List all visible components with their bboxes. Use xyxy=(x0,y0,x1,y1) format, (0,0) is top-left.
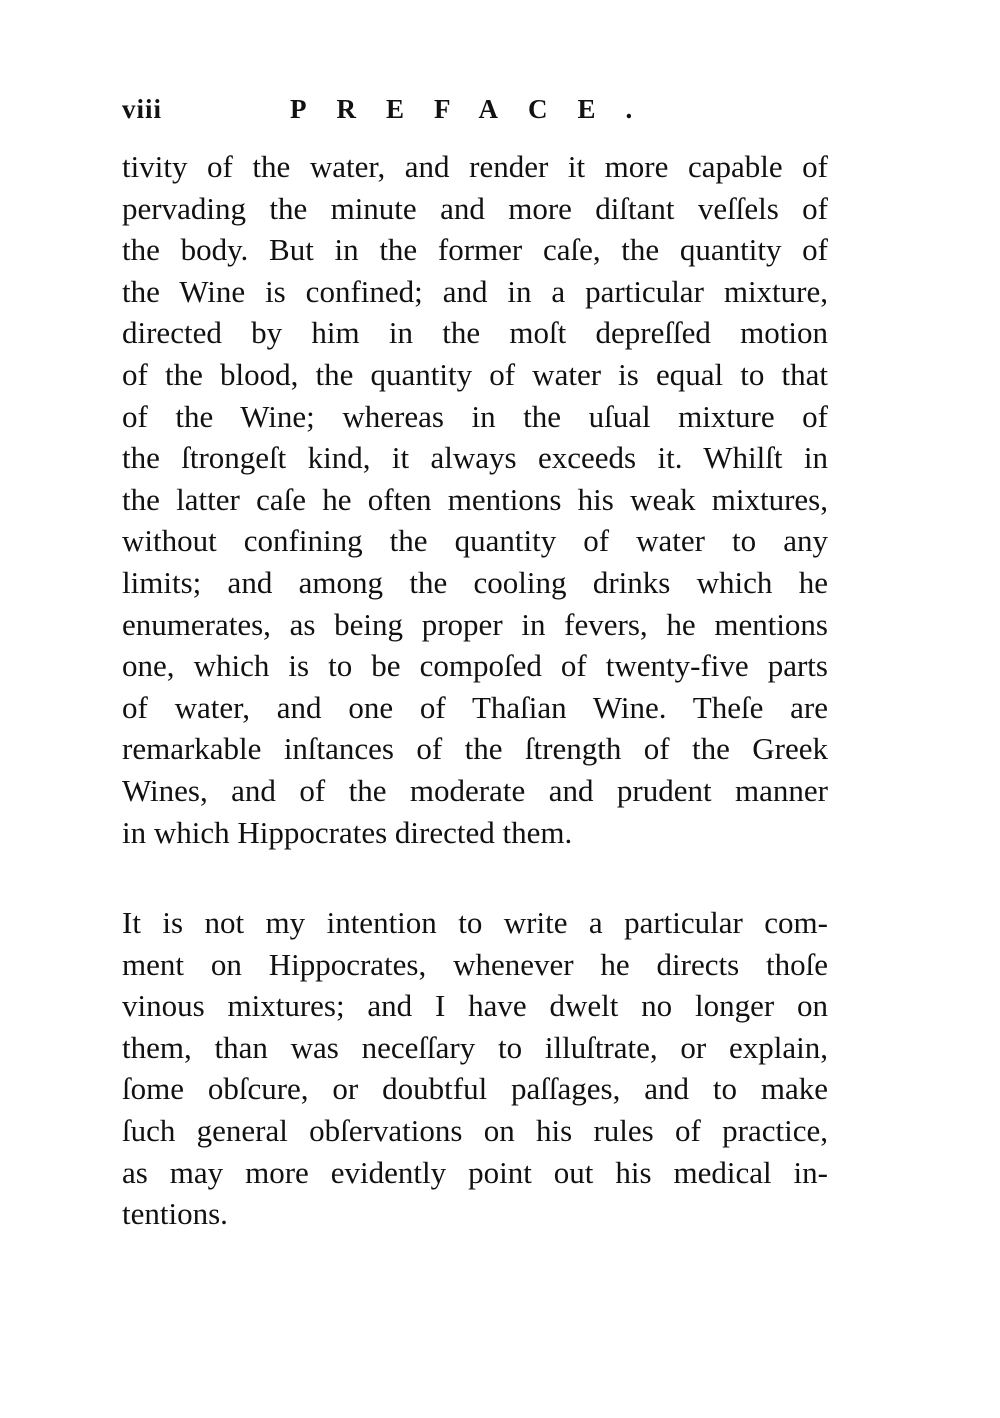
text-line: directed by him in the moſt depreſſed motion xyxy=(122,315,828,351)
text-line: one, which is to be compoſed of twenty-five parts xyxy=(122,648,828,684)
running-head xyxy=(122,94,762,134)
text-line: ſuch general obſervations on his rules of practice, xyxy=(122,1112,828,1148)
text-line: remarkable inſtances of the ſtrength of the Greek xyxy=(122,731,828,767)
text-line: tentions. xyxy=(122,1196,228,1232)
text-line: of the blood, the quantity of water is equal to that xyxy=(122,356,828,392)
text-line: tivity of the water, and render it more capable of xyxy=(122,149,828,184)
text-line: enumerates, as being proper in fevers, he mentions xyxy=(122,606,828,642)
running-head-title: PREFACE. xyxy=(290,94,663,124)
text-line: It is not my intention to write a particular com- xyxy=(122,905,828,940)
page-number: viii xyxy=(122,94,163,124)
text-line: the latter caſe he often mentions his weak mixtures, xyxy=(122,481,828,517)
text-line: as may more evidently point out his medical in- xyxy=(122,1154,828,1190)
text-line: without confining the quantity of water to any xyxy=(122,523,828,559)
text-line: in which Hippocrates directed them. xyxy=(122,814,573,850)
text-line: the ſtrongeſt kind, it always exceeds it. Whilſt in xyxy=(122,440,828,476)
text-line: pervading the minute and more diſtant veſſels of xyxy=(122,190,828,226)
text-line: of water, and one of Thaſian Wine. Theſe are xyxy=(122,689,828,725)
text-line: of the Wine; whereas in the uſual mixture of xyxy=(122,398,828,434)
text-line: the Wine is confined; and in a particular mixture, xyxy=(122,273,828,309)
text-line: Wines, and of the moderate and prudent manner xyxy=(122,772,828,808)
text-line: them, than was neceſſary to illuſtrate, or explain, xyxy=(122,1029,828,1065)
text-line: vinous mixtures; and I have dwelt no longer on xyxy=(122,988,828,1024)
text-line: the body. But in the former caſe, the quantity of xyxy=(122,232,828,268)
text-line: ſome obſcure, or doubtful paſſages, and to make xyxy=(122,1071,828,1107)
text-line: limits; and among the cooling drinks which he xyxy=(122,564,828,600)
paragraph-2 xyxy=(122,902,828,1235)
text-line: ment on Hippocrates, whenever he directs thoſe xyxy=(122,946,828,982)
paragraph-1 xyxy=(122,146,828,853)
